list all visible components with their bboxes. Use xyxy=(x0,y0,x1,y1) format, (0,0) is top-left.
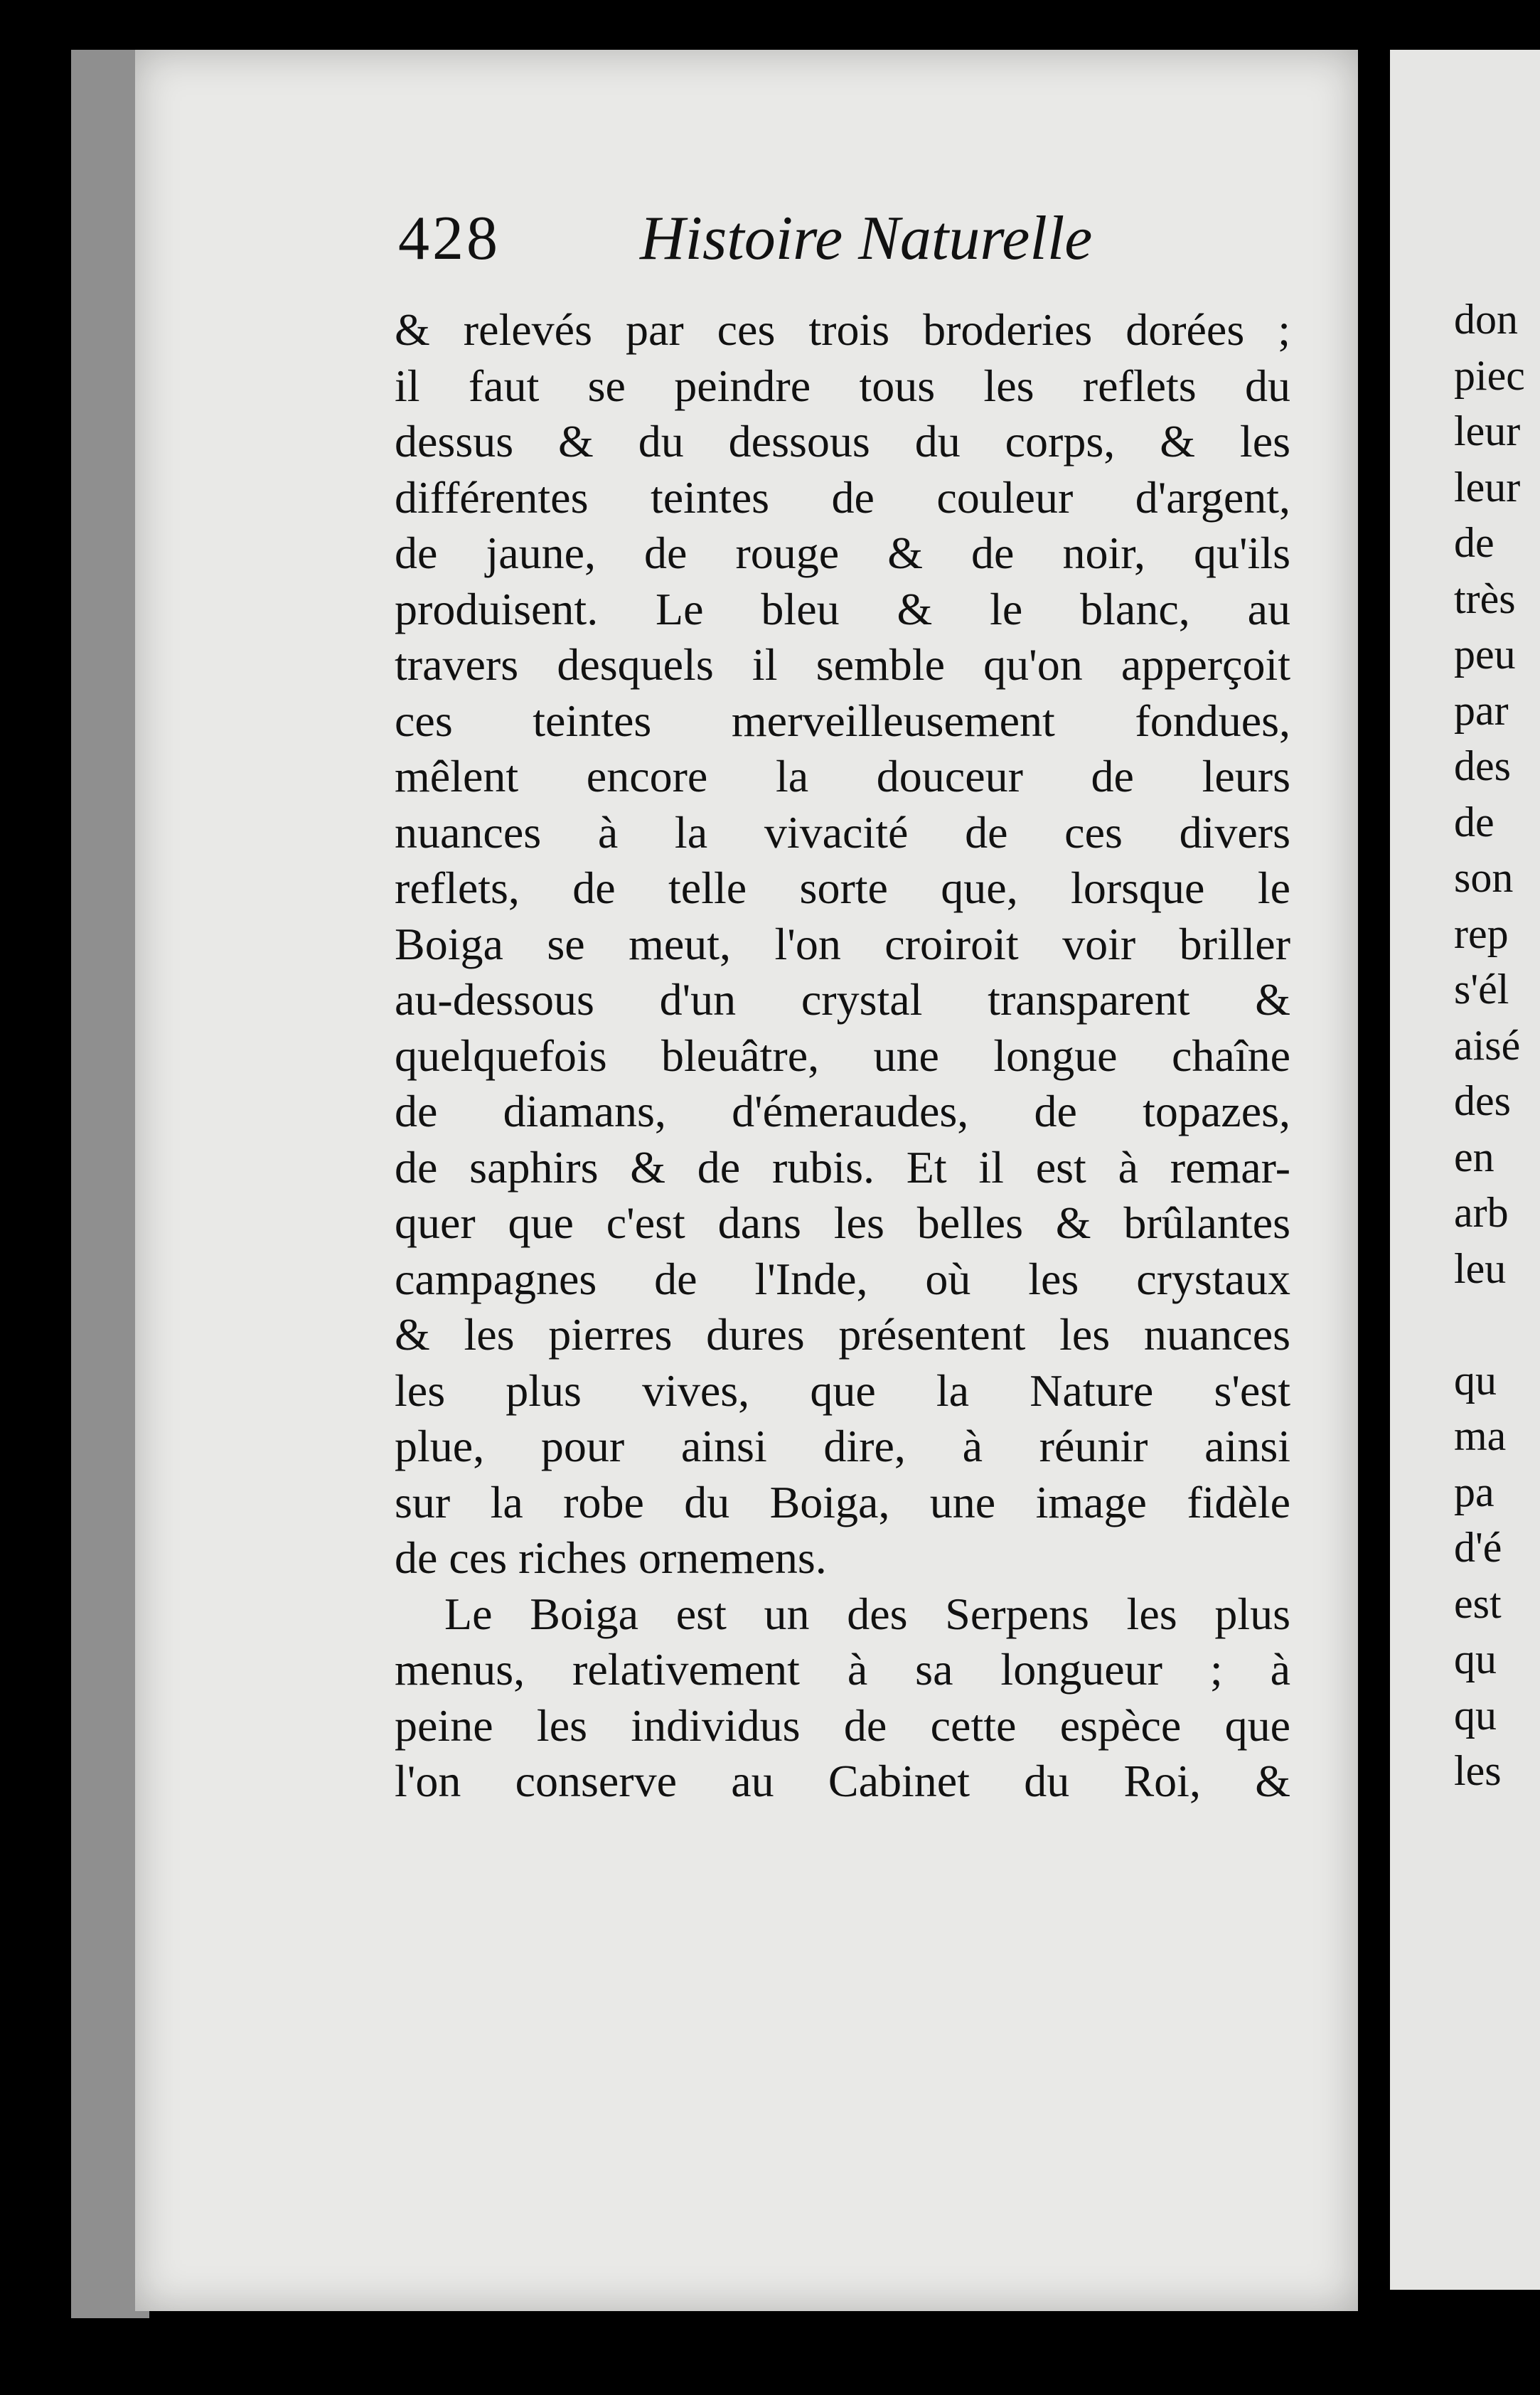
adjacent-line: peu xyxy=(1454,631,1516,678)
adjacent-line: qu xyxy=(1454,1356,1497,1404)
adjacent-line: arb xyxy=(1454,1189,1509,1236)
text-line: reflets, de telle sorte que, lorsque le xyxy=(395,863,1290,913)
adjacent-line: les xyxy=(1454,1747,1502,1794)
text-line: les plus vives, que la Nature s'est xyxy=(395,1365,1290,1416)
text-line: ces teintes merveilleusement fondues, xyxy=(395,695,1290,746)
adjacent-line: pa xyxy=(1454,1468,1494,1515)
text-line: Le Boiga est un des Serpens les plus xyxy=(444,1588,1290,1639)
text-line: l'on conserve au Cabinet du Roi, & xyxy=(395,1756,1290,1806)
text-line: de ces riches ornemens. xyxy=(395,1532,827,1583)
adjacent-line: d'é xyxy=(1454,1524,1502,1571)
text-line: quelquefois bleuâtre, une longue chaîne xyxy=(395,1030,1290,1081)
adjacent-line: qu xyxy=(1454,1636,1497,1682)
adjacent-line: qu xyxy=(1454,1691,1497,1739)
adjacent-line: des xyxy=(1454,742,1511,789)
adjacent-line: leu xyxy=(1454,1244,1507,1292)
text-line: de jaune, de rouge & de noir, qu'ils xyxy=(395,528,1290,578)
page-header xyxy=(398,203,1109,288)
adjacent-line xyxy=(1454,1296,1540,1353)
adjacent-line: par xyxy=(1454,686,1509,734)
adjacent-page-text xyxy=(1454,292,1540,1799)
adjacent-line: leur xyxy=(1454,463,1521,511)
text-line: & les pierres dures présentent les nuances xyxy=(395,1309,1290,1360)
text-line: peine les individus de cette espèce que xyxy=(395,1700,1290,1751)
text-line: nuances à la vivacité de ces divers xyxy=(395,806,1290,858)
page-number: 428 xyxy=(398,204,501,273)
adjacent-line: s'él xyxy=(1454,966,1509,1013)
adjacent-line: est xyxy=(1454,1579,1502,1627)
text-line: il faut se peindre tous les reflets du xyxy=(395,360,1290,411)
text-line: de diamans, d'émeraudes, de topazes, xyxy=(395,1086,1290,1136)
adjacent-line: en xyxy=(1454,1133,1494,1180)
text-line: Boiga se meut, l'on croiroit voir briller xyxy=(395,918,1290,969)
adjacent-line: rep xyxy=(1454,910,1509,957)
running-title: Histoire Naturelle xyxy=(640,204,1093,273)
adjacent-line: leur xyxy=(1454,407,1521,454)
adjacent-line: don xyxy=(1454,296,1518,343)
text-line: quer que c'est dans les belles & brûlantes xyxy=(395,1198,1290,1248)
adjacent-line: des xyxy=(1454,1077,1511,1124)
adjacent-line: de xyxy=(1454,798,1494,846)
text-line: au-dessous d'un crystal transparent & xyxy=(395,974,1290,1025)
text-line: produisent. Le bleu & le blanc, au xyxy=(395,583,1290,634)
adjacent-line: aisé xyxy=(1454,1021,1521,1069)
adjacent-line: son xyxy=(1454,854,1514,901)
text-line: menus, relativement à sa longueur ; à xyxy=(395,1644,1290,1695)
text-line: campagnes de l'Inde, où les crystaux xyxy=(395,1253,1290,1304)
text-line: dessus & du dessous du corps, & les xyxy=(395,416,1290,466)
adjacent-line: piec xyxy=(1454,351,1525,399)
text-line: de saphirs & de rubis. Et il est à remar- xyxy=(395,1141,1290,1193)
text-line: différentes teintes de couleur d'argent, xyxy=(395,471,1290,523)
text-line: sur la robe du Boiga, une image fidèle xyxy=(395,1476,1290,1527)
text-line: mêlent encore la douceur de leurs xyxy=(395,751,1290,801)
text-line: & relevés par ces trois broderies dorées ; xyxy=(395,304,1290,355)
adjacent-line: ma xyxy=(1454,1412,1507,1459)
body-text xyxy=(395,302,1290,1810)
adjacent-line: de xyxy=(1454,519,1494,566)
text-line: plue, pour ainsi dire, à réunir ainsi xyxy=(395,1421,1290,1471)
adjacent-line: très xyxy=(1454,575,1516,622)
text-line: travers desquels il semble qu'on apperçoit xyxy=(395,639,1290,690)
